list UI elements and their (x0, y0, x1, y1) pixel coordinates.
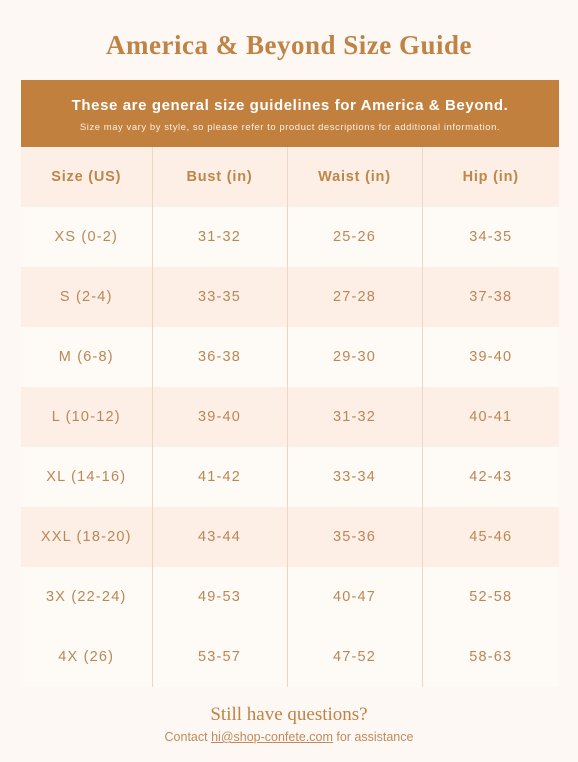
cell-size: S (2-4) (21, 267, 152, 327)
cell-waist: 33-34 (287, 447, 422, 507)
cell-waist: 27-28 (287, 267, 422, 327)
guideline-banner (21, 80, 559, 147)
table-row (21, 627, 559, 687)
table-row (21, 327, 559, 387)
cell-bust: 41-42 (152, 447, 287, 507)
cell-hip: 58-63 (469, 649, 513, 665)
cell-bust: 36-38 (152, 327, 287, 387)
table-row (21, 567, 559, 627)
banner-title: These are general size guidelines for America & Beyond. (71, 97, 509, 114)
footer-contact (0, 730, 578, 744)
email-link[interactable]: hi@shop-confete.com (211, 730, 333, 744)
cell-bust: 31-32 (152, 207, 287, 267)
cell-hip: 45-46 (469, 529, 513, 545)
table-row (21, 387, 559, 447)
cell-bust: 49-53 (152, 567, 287, 627)
cell-hip: 42-43 (469, 469, 513, 485)
cell-bust: 39-40 (152, 387, 287, 447)
page-title: America & Beyond Size Guide (106, 30, 472, 60)
table-row (21, 267, 559, 327)
header-waist: Waist (in) (287, 147, 422, 207)
table-row (21, 447, 559, 507)
header-hip: Hip (in) (462, 169, 519, 185)
header-size: Size (US) (21, 147, 152, 207)
cell-bust: 53-57 (152, 627, 287, 687)
contact-prefix: Contact (164, 730, 212, 744)
cell-hip: 52-58 (469, 589, 513, 605)
cell-size: L (10-12) (21, 387, 152, 447)
cell-waist: 47-52 (287, 627, 422, 687)
cell-waist: 40-47 (287, 567, 422, 627)
contact-suffix: for assistance (332, 730, 414, 744)
cell-hip: 37-38 (469, 289, 513, 305)
cell-size: XXL (18-20) (21, 507, 152, 567)
header-bust: Bust (in) (152, 147, 287, 207)
cell-hip: 34-35 (469, 229, 513, 245)
cell-size: 4X (26) (21, 627, 152, 687)
cell-hip: 40-41 (469, 409, 513, 425)
table-row (21, 507, 559, 567)
table-row (21, 207, 559, 267)
size-chart-table (21, 147, 559, 687)
cell-size: XL (14-16) (21, 447, 152, 507)
cell-bust: 43-44 (152, 507, 287, 567)
banner-subtitle: Size may vary by style, so please refer to product descriptions for additional information. (79, 122, 501, 133)
cell-size: M (6-8) (21, 327, 152, 387)
footer-question: Still have questions? (210, 704, 368, 725)
table-header-row (21, 147, 559, 207)
cell-waist: 25-26 (287, 207, 422, 267)
cell-waist: 35-36 (287, 507, 422, 567)
cell-hip: 39-40 (469, 349, 513, 365)
cell-bust: 33-35 (152, 267, 287, 327)
cell-size: 3X (22-24) (21, 567, 152, 627)
cell-waist: 29-30 (287, 327, 422, 387)
cell-size: XS (0-2) (21, 207, 152, 267)
cell-waist: 31-32 (287, 387, 422, 447)
